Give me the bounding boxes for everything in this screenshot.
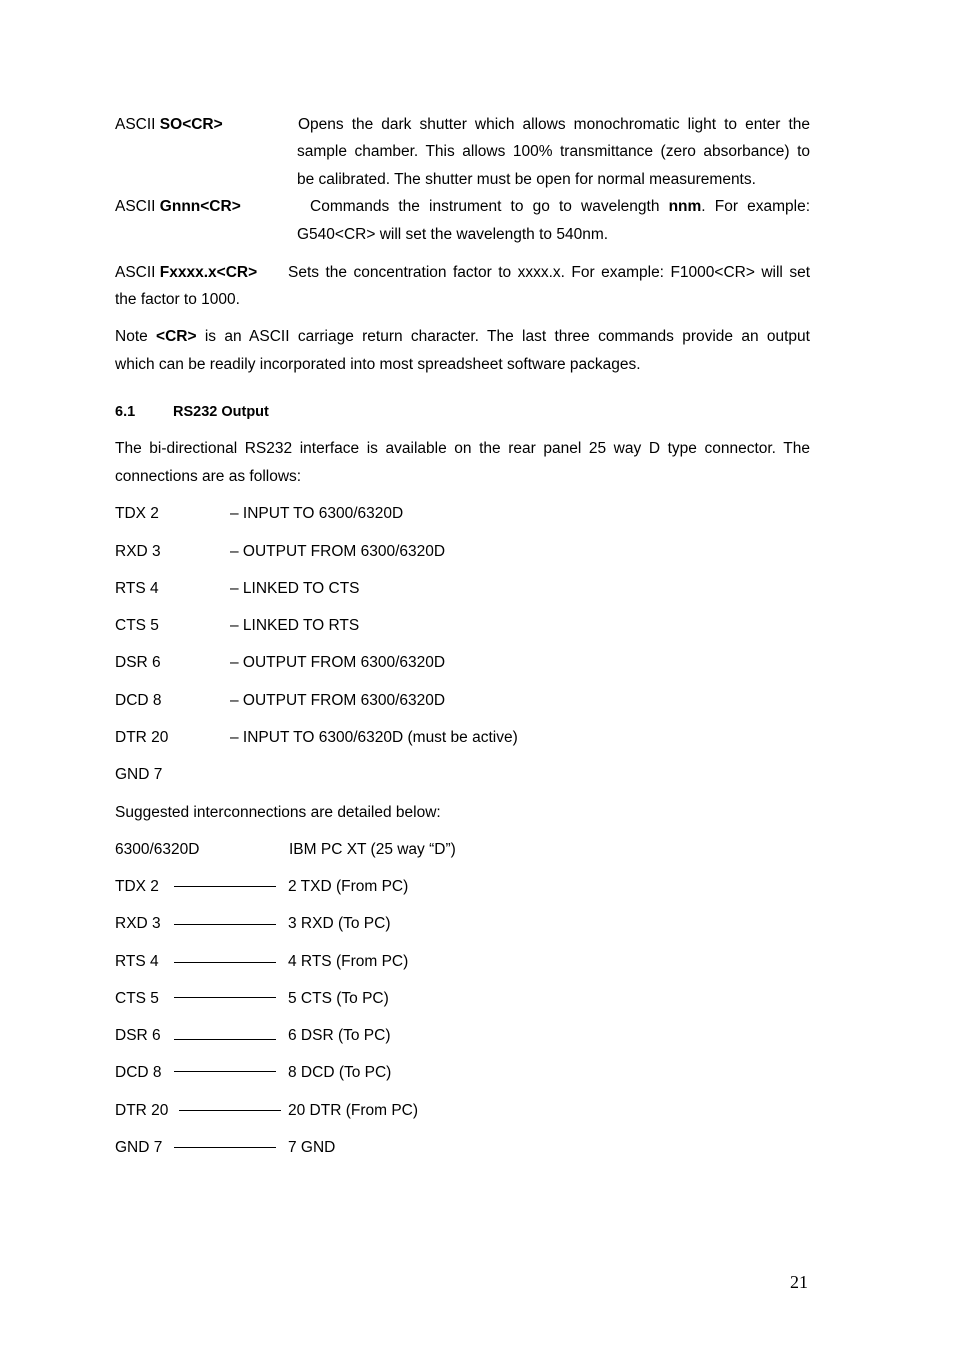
interconnect-right-header: IBM PC XT (25 way “D”) — [289, 841, 456, 858]
command-g-desc-line2: G540<CR> will set the wavelength to 540nm. — [297, 226, 609, 243]
connection-line — [174, 886, 276, 887]
interconnect-right-pin: 7 GND — [288, 1139, 336, 1156]
interconnect-right-pin: 5 CTS (To PC) — [288, 990, 389, 1007]
interconnect-left-pin: CTS 5 — [115, 990, 159, 1007]
interconnect-left-pin: RXD 3 — [115, 915, 161, 932]
command-so-label: ASCII SO<CR> — [115, 116, 223, 133]
command-g-desc-line1: Commands the instrument to go to wavelength nnm. For example: — [310, 198, 811, 215]
pin-name: TDX 2 — [115, 505, 159, 522]
command-so-desc-line1: Opens the dark shutter which allows monochromatic light to enter the — [298, 116, 810, 133]
interconnect-left-header: 6300/6320D — [115, 841, 200, 858]
interconnect-right-pin: 4 RTS (From PC) — [288, 953, 409, 970]
pin-description: – OUTPUT FROM 6300/6320D — [230, 654, 446, 671]
interconnect-right-pin: 3 RXD (To PC) — [288, 915, 391, 932]
connection-line — [174, 1071, 276, 1072]
interconnect-left-pin: DSR 6 — [115, 1027, 161, 1044]
pin-name: DSR 6 — [115, 654, 161, 671]
interconnect-left-pin: DTR 20 — [115, 1102, 169, 1119]
pin-name: DCD 8 — [115, 692, 162, 709]
pin-description: – INPUT TO 6300/6320D (must be active) — [230, 729, 518, 746]
pin-description: – OUTPUT FROM 6300/6320D — [230, 692, 446, 709]
connection-line — [174, 1147, 276, 1148]
interconnect-right-pin: 8 DCD (To PC) — [288, 1064, 392, 1081]
pin-name: DTR 20 — [115, 729, 169, 746]
section-title: RS232 Output — [173, 404, 269, 420]
command-f-desc-line2: the factor to 1000. — [115, 291, 240, 308]
interconnect-left-pin: GND 7 — [115, 1139, 163, 1156]
section-number: 6.1 — [115, 404, 136, 420]
pin-name: GND 7 — [115, 766, 163, 783]
interconnect-left-pin: RTS 4 — [115, 953, 159, 970]
note-line2: which can be readily incorporated into most spreadsheet software packages. — [115, 356, 641, 373]
pin-name: CTS 5 — [115, 617, 159, 634]
connection-line — [174, 924, 276, 925]
pin-description: – OUTPUT FROM 6300/6320D — [230, 543, 446, 560]
command-g-label: ASCII Gnnn<CR> — [115, 198, 241, 215]
interconnect-left-pin: DCD 8 — [115, 1064, 162, 1081]
connection-line — [174, 1039, 276, 1040]
pin-name: RTS 4 — [115, 580, 159, 597]
intro-line1: The bi-directional RS232 interface is available on the rear panel 25 way D type connector. The — [115, 440, 810, 457]
intro-line2: connections are as follows: — [115, 468, 302, 485]
interconnect-right-pin: 20 DTR (From PC) — [288, 1102, 419, 1119]
connection-line — [179, 1110, 281, 1111]
page-number: 21 — [790, 1272, 808, 1292]
note-line1: Note <CR> is an ASCII carriage return character. The last three commands provide an output — [115, 328, 810, 345]
interconnect-right-pin: 6 DSR (To PC) — [288, 1027, 391, 1044]
pin-name: RXD 3 — [115, 543, 161, 560]
pin-description: – LINKED TO RTS — [230, 617, 360, 634]
interconnect-right-pin: 2 TXD (From PC) — [288, 878, 409, 895]
pin-description: – INPUT TO 6300/6320D — [230, 505, 404, 522]
command-f-label: ASCII Fxxxx.x<CR> — [115, 264, 258, 281]
suggested-text: Suggested interconnections are detailed below: — [115, 804, 441, 821]
pin-description: – LINKED TO CTS — [230, 580, 360, 597]
interconnect-left-pin: TDX 2 — [115, 878, 159, 895]
command-f-desc-line1: Sets the concentration factor to xxxx.x. For example: F1000<CR> will set — [288, 264, 810, 281]
command-so-desc-line3: be calibrated. The shutter must be open for normal measurements. — [297, 171, 756, 188]
connection-line — [174, 997, 276, 998]
connection-line — [174, 962, 276, 963]
command-so-desc-line2: sample chamber. This allows 100% transmittance (zero absorbance) to — [297, 143, 810, 160]
